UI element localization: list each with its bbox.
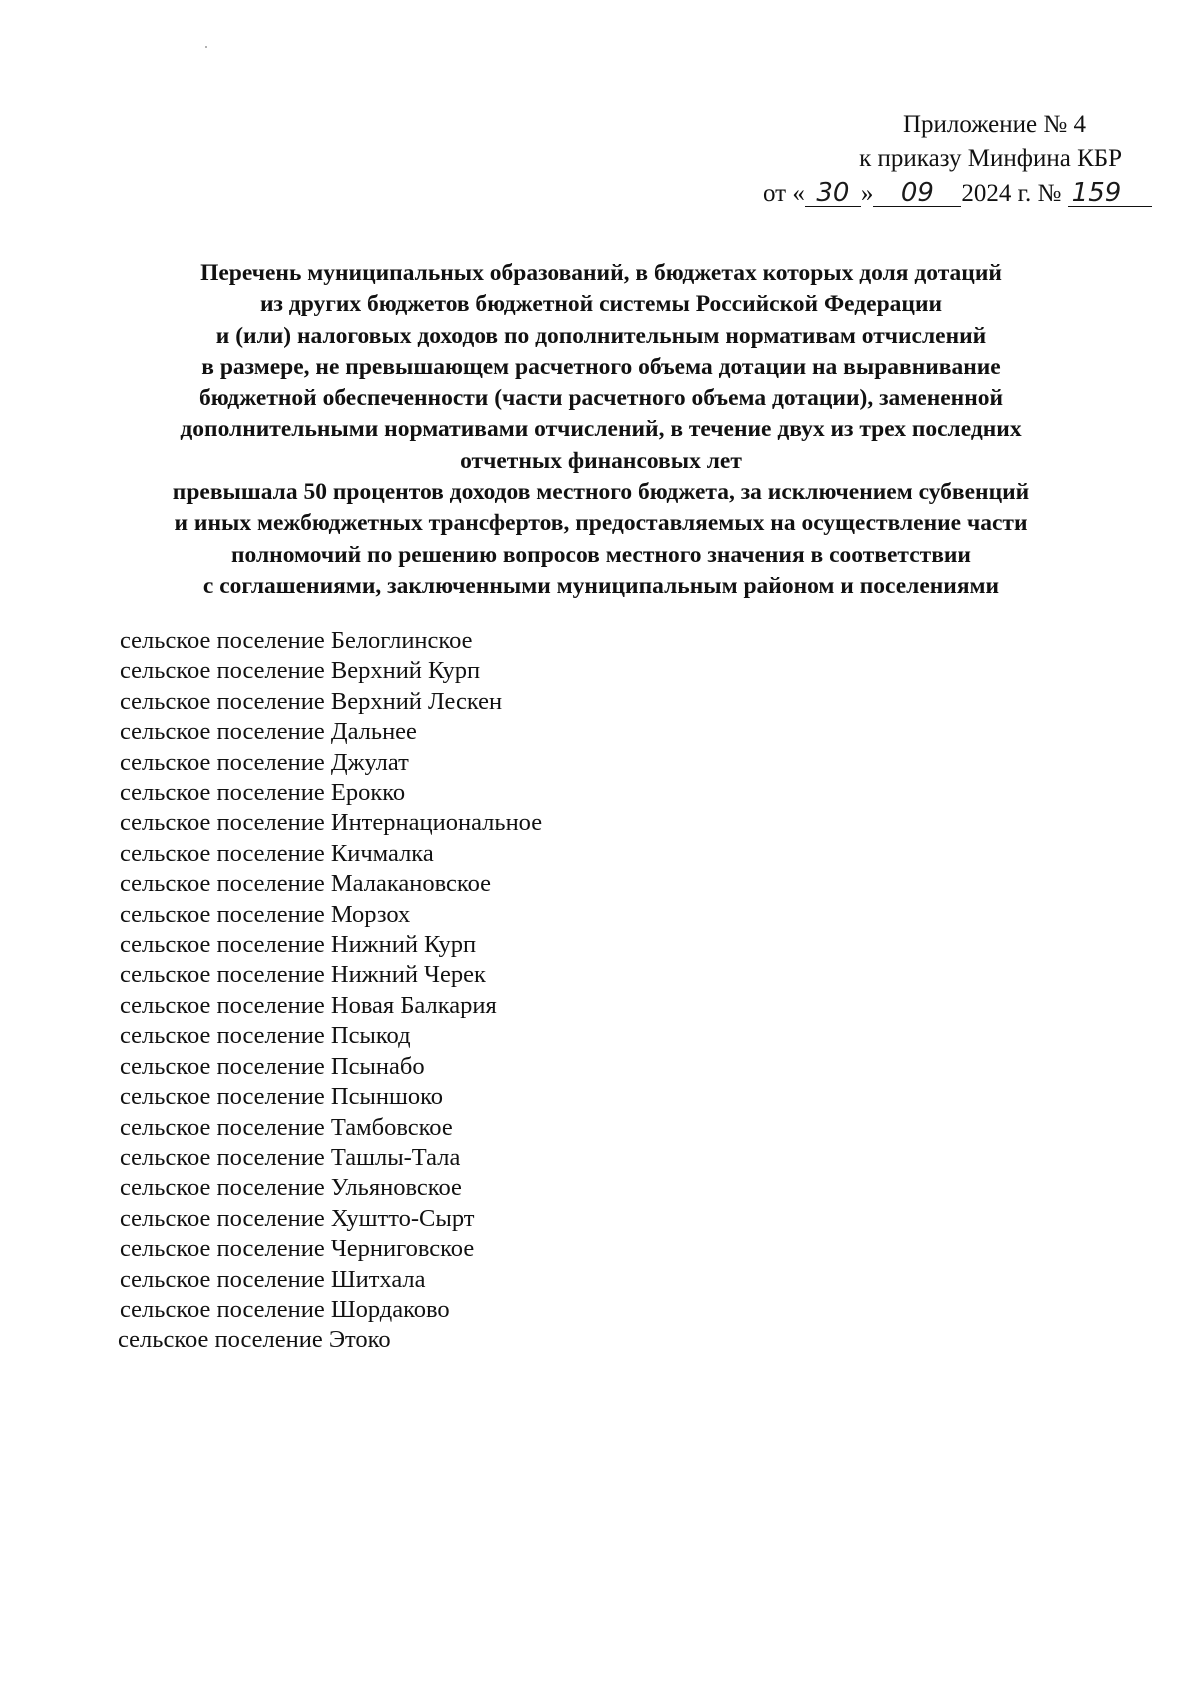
appendix-order-reference: к приказу Минфина КБР	[859, 145, 1122, 172]
settlement-item: сельское поселение Шордаково	[120, 1295, 450, 1323]
title-line: отчетных финансовых лет	[460, 447, 742, 474]
settlements-list	[120, 626, 820, 1356]
settlement-item: сельское поселение Шитхала	[120, 1265, 426, 1293]
settlement-item: сельское поселение Дальнее	[120, 718, 417, 746]
settlement-item: сельское поселение Джулат	[120, 748, 409, 776]
settlement-item: сельское поселение Малакановское	[120, 870, 491, 898]
date-year-label: 2024 г. №	[961, 180, 1062, 207]
title-line: и (или) налоговых доходов по дополнительным нормативам отчислений	[215, 322, 987, 349]
title-line: полномочий по решению вопросов местного значения в соответствии	[231, 541, 971, 568]
settlement-item: сельское поселение Морзох	[120, 900, 411, 928]
settlement-item: сельское поселение Верхний Курп	[120, 657, 481, 685]
title-line: дополнительными нормативами отчислений, в течение двух из трех последних	[180, 416, 1022, 443]
title-line: и иных межбюджетных трансфертов, предоставляемых на осуществление части	[174, 510, 1028, 537]
title-line: Перечень муниципальных образований, в бюджетах которых доля дотаций	[200, 260, 1002, 286]
settlement-item: сельское поселение Новая Балкария	[120, 991, 497, 1019]
settlement-item: сельское поселение Белоглинское	[120, 627, 473, 654]
settlement-item: сельское поселение Этоко	[118, 1326, 391, 1354]
date-quote-close: »	[860, 180, 874, 207]
settlement-item: сельское поселение Ерокко	[120, 779, 406, 807]
appendix-date-line	[700, 177, 1140, 211]
handwritten-day: 30	[805, 180, 861, 207]
handwritten-order-number: 159	[1068, 180, 1152, 207]
settlement-item: сельское поселение Тамбовское	[120, 1113, 453, 1141]
settlement-item: сельское поселение Ульяновское	[120, 1174, 462, 1202]
settlement-item: сельское поселение Псынабо	[120, 1052, 425, 1080]
appendix-header	[700, 108, 1140, 211]
settlement-item: сельское поселение Нижний Курп	[120, 931, 477, 959]
settlement-item: сельское поселение Псыкод	[120, 1022, 411, 1050]
settlement-item: сельское поселение Хуштто-Сырт	[120, 1204, 475, 1232]
title-line: с соглашениями, заключенными муниципальным районом и поселениями	[202, 572, 1000, 599]
settlement-item: сельское поселение Кичмалка	[120, 839, 434, 867]
scan-speck	[205, 46, 207, 48]
title-line: бюджетной обеспеченности (части расчетного объема дотации), замененной	[198, 385, 1004, 412]
handwritten-month: 09	[873, 180, 961, 207]
settlement-item: сельское поселение Черниговское	[120, 1235, 475, 1263]
settlement-item: сельское поселение Псыншоко	[120, 1083, 444, 1111]
title-line: в размере, не превышающем расчетного объема дотации на выравнивание	[201, 353, 1001, 380]
settlement-item: сельское поселение Нижний Черек	[120, 961, 486, 989]
appendix-number: Приложение № 4	[902, 111, 1086, 138]
settlement-item: сельское поселение Ташлы-Тала	[120, 1143, 461, 1171]
document-title	[120, 258, 1082, 602]
settlement-item: сельское поселение Верхний Лескен	[120, 687, 503, 715]
settlement-item: сельское поселение Интернациональное	[120, 809, 543, 837]
title-line: превышала 50 процентов доходов местного бюджета, за исключением субвенций	[172, 479, 1030, 506]
date-prefix: от «	[763, 180, 805, 207]
title-line: из других бюджетов бюджетной системы Российской Федерации	[259, 291, 943, 318]
